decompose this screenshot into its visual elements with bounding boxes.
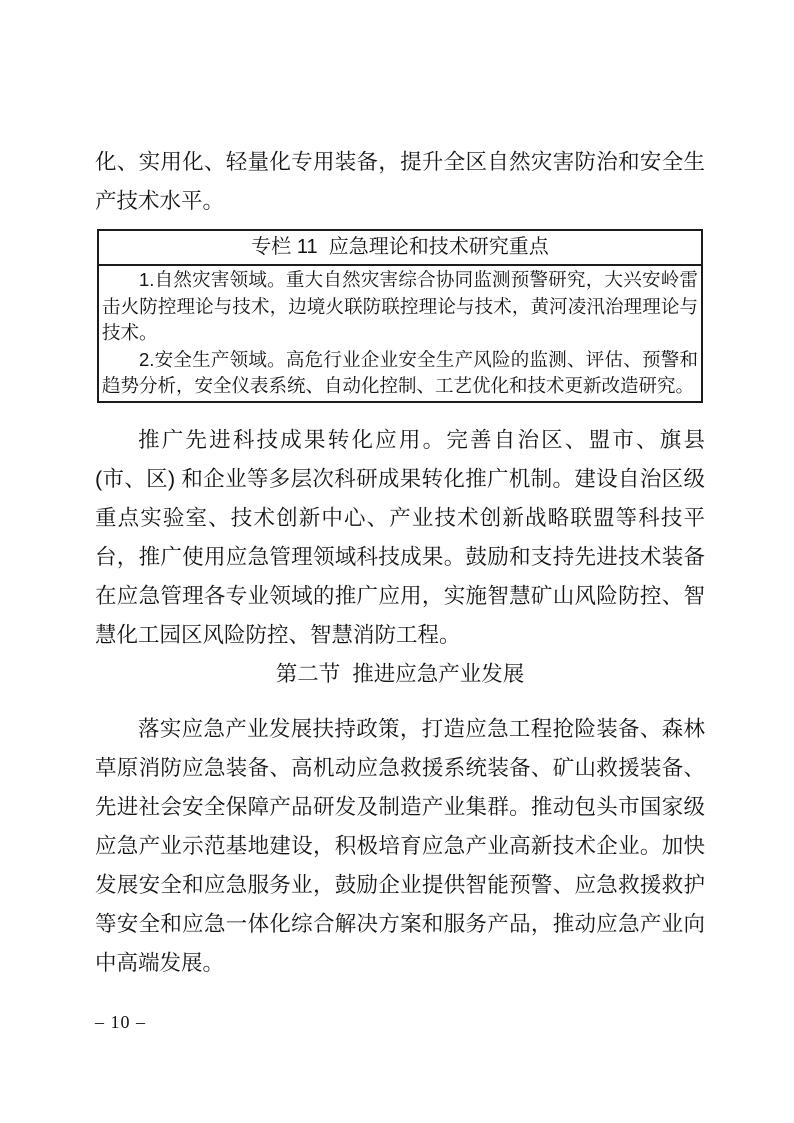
page-number: – 10 – bbox=[95, 1012, 146, 1032]
paragraph-continuation: 化、实用化、轻量化专用装备，提升全区自然灾害防治和安全生产技术水平。 bbox=[95, 150, 705, 213]
feature-box-item-natural-disaster: 1.自然灾害领域。重大自然灾害综合协同监测预警研究，大兴安岭雷击火防控理论与技术，边境火联防联控理论与技术，黄河凌汛治理理论与技术。 bbox=[102, 269, 698, 343]
feature-box-item-work-safety: 2.安全生产领域。高危行业企业安全生产风险的监测、评估、预警和趋势分析，安全仪表系统、自动化控制、工艺优化和技术更新改造研究。 bbox=[102, 348, 698, 396]
document-content bbox=[95, 143, 705, 983]
paragraph-emergency-industry: 落实应急产业发展扶持政策，打造应急工程抢险装备、森林草原消防应急装备、高机动应急救援系统装备、矿山救援装备、先进社会安全保障产品研发及制造产业集群。推动包头市国家级应急产业示范基地建设，积极培育应急产业高新技术企业。加快发展安全和应急服务业，鼓励企业提供智能预警、应急救援救护等安全和应急一体化综合解决方案和服务产品，推动应急产业向中高端发展。 bbox=[95, 716, 705, 975]
section-heading: 第二节 推进应急产业发展 bbox=[275, 661, 525, 686]
feature-box-column-11 bbox=[97, 229, 703, 403]
feature-box-title: 专栏 11 应急理论和技术研究重点 bbox=[99, 231, 701, 266]
paragraph-tech-transfer: 推广先进科技成果转化应用。完善自治区、盟市、旗县 (市、区) 和企业等多层次科研成果转化推广机制。建设自治区级重点实验室、技术创新中心、产业技术创新战略联盟等科技平台，推广使用应急管理领域科技成果。鼓励和支持先进技术装备在应急管理各专业领域的推广应用，实施智慧矿山风险防控、智慧化工园区风险防控、智慧消防工程。 bbox=[95, 427, 705, 647]
feature-box-body bbox=[99, 266, 701, 401]
